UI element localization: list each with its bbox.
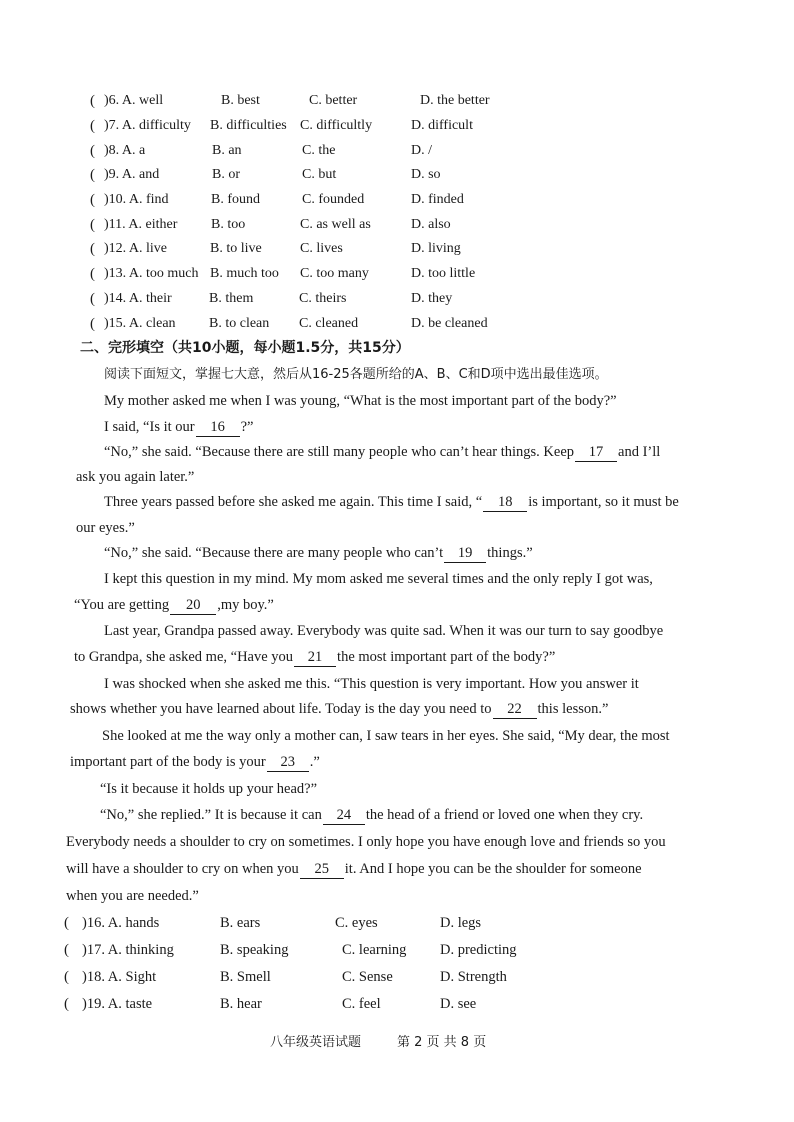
passage-line: I kept this question in my mind. My mom asked me several times and the only reply I got was, bbox=[104, 571, 653, 587]
passage-line: My mother asked me when I was young, “What is the most important part of the body?” bbox=[104, 393, 617, 409]
option-b: B. speaking bbox=[220, 942, 289, 958]
passage-line: ask you again later.” bbox=[76, 469, 195, 485]
option-b: B. to live bbox=[210, 241, 262, 256]
option-d: D. so bbox=[411, 167, 441, 182]
section-title: 二、完形填空（共10小题，每小题1.5分，共15分） bbox=[80, 340, 410, 356]
passage-text: important part of the body is your bbox=[70, 754, 266, 770]
passage-text: “No,” she replied.” It is because it can bbox=[100, 807, 322, 823]
footer-subject: 八年级英语试题 bbox=[270, 1035, 362, 1050]
option-a: )13. A. too much bbox=[104, 266, 199, 281]
option-a: )7. A. difficulty bbox=[104, 118, 191, 133]
answer-paren: ( bbox=[90, 192, 95, 208]
option-a: )18. A. Sight bbox=[82, 969, 157, 985]
passage-line: Last year, Grandpa passed away. Everybody was quite sad. When it was our turn to say goodbye bbox=[104, 623, 664, 639]
blank-24: 24 bbox=[323, 806, 365, 825]
section-instruction: 阅读下面短文，掌握七大意，然后从16-25各题所给的A、B、C和D项中选出最佳选项。 bbox=[104, 367, 608, 382]
option-d: D. finded bbox=[411, 192, 464, 207]
answer-paren: ( bbox=[64, 996, 69, 1012]
option-d: D. predicting bbox=[440, 942, 517, 958]
option-c: C. lives bbox=[300, 241, 343, 256]
passage-text: this lesson.” bbox=[537, 701, 609, 717]
option-a: )6. A. well bbox=[104, 93, 164, 108]
option-b: B. Smell bbox=[220, 969, 271, 985]
passage-text: ?” bbox=[240, 419, 254, 435]
passage-text: and I’ll bbox=[618, 444, 661, 460]
passage-text: .” bbox=[309, 754, 320, 770]
option-c: C. but bbox=[302, 167, 337, 182]
passage-text: ,my boy.” bbox=[217, 597, 274, 613]
option-a: )15. A. clean bbox=[104, 316, 176, 331]
passage-line bbox=[74, 646, 555, 668]
option-c: C. founded bbox=[302, 192, 365, 207]
answer-paren: ( bbox=[90, 217, 95, 233]
option-d: D. too little bbox=[411, 266, 476, 281]
option-b: B. much too bbox=[210, 266, 279, 281]
option-b: B. difficulties bbox=[210, 118, 287, 133]
blank-22: 22 bbox=[493, 700, 537, 719]
answer-paren: ( bbox=[90, 241, 95, 257]
passage-text: shows whether you have learned about life. Today is the day you need to bbox=[70, 701, 492, 717]
option-c: C. as well as bbox=[300, 217, 371, 232]
option-b: B. found bbox=[211, 192, 260, 207]
passage-text: is important, so it must be bbox=[528, 494, 679, 510]
option-a: )19. A. taste bbox=[82, 996, 153, 1012]
blank-18: 18 bbox=[483, 493, 527, 512]
option-a: )9. A. and bbox=[104, 167, 160, 182]
passage-line: I was shocked when she asked me this. “This question is very important. How you answer it bbox=[104, 676, 639, 692]
passage-line bbox=[70, 698, 608, 720]
answer-paren: ( bbox=[90, 93, 95, 109]
answer-paren: ( bbox=[90, 266, 95, 282]
option-d: D. living bbox=[411, 241, 461, 256]
option-b: B. too bbox=[211, 217, 246, 232]
option-b: B. an bbox=[212, 143, 242, 158]
page-footer bbox=[0, 1032, 794, 1054]
option-c: C. better bbox=[309, 93, 358, 108]
option-d: D. see bbox=[440, 996, 477, 1012]
answer-paren: ( bbox=[90, 316, 95, 332]
option-d: D. the better bbox=[420, 93, 490, 108]
answer-paren: ( bbox=[64, 915, 69, 931]
option-a: )10. A. find bbox=[104, 192, 169, 207]
option-c: C. difficultly bbox=[300, 118, 373, 133]
blank-21: 21 bbox=[294, 648, 336, 667]
option-d: D. Strength bbox=[440, 969, 507, 985]
passage-text: “No,” she said. “Because there are still many people who can’t hear things. Keep bbox=[104, 444, 575, 460]
option-c: C. feel bbox=[342, 996, 381, 1012]
passage-line: our eyes.” bbox=[76, 520, 135, 536]
option-b: B. ears bbox=[220, 915, 261, 931]
passage-text: things.” bbox=[487, 545, 533, 561]
passage-line bbox=[104, 416, 253, 438]
answer-paren: ( bbox=[90, 167, 95, 183]
option-c: C. the bbox=[302, 143, 336, 158]
passage-line bbox=[104, 441, 660, 463]
passage-line bbox=[104, 491, 679, 513]
passage-line bbox=[74, 594, 274, 616]
answer-paren: ( bbox=[90, 291, 95, 307]
option-a: )16. A. hands bbox=[82, 915, 160, 931]
passage-text: it. And I hope you can be the shoulder for someone bbox=[344, 861, 642, 877]
passage-line bbox=[104, 542, 533, 564]
passage-line: when you are needed.” bbox=[66, 888, 199, 904]
option-b: B. best bbox=[221, 93, 260, 108]
option-d: D. be cleaned bbox=[411, 316, 488, 331]
option-d: D. legs bbox=[440, 915, 482, 931]
option-c: C. learning bbox=[342, 942, 407, 958]
blank-17: 17 bbox=[575, 443, 617, 462]
option-b: B. hear bbox=[220, 996, 262, 1012]
answer-paren: ( bbox=[64, 942, 69, 958]
option-d: D. also bbox=[411, 217, 451, 232]
passage-line bbox=[100, 804, 643, 826]
answer-paren: ( bbox=[90, 143, 95, 159]
passage-line bbox=[70, 751, 320, 773]
blank-16: 16 bbox=[196, 418, 240, 437]
passage-text: will have a shoulder to cry on when you bbox=[66, 861, 299, 877]
passage-text: to Grandpa, she asked me, “Have you bbox=[74, 649, 294, 665]
passage-text: the most important part of the body?” bbox=[337, 649, 556, 665]
option-c: C. too many bbox=[300, 266, 369, 281]
passage-text: “You are getting bbox=[74, 597, 170, 613]
passage-text: I said, “Is it our bbox=[104, 419, 195, 435]
answer-paren: ( bbox=[90, 118, 95, 134]
option-a: )12. A. live bbox=[104, 241, 167, 256]
option-d: D. / bbox=[411, 143, 432, 158]
passage-text: the head of a friend or loved one when they cry. bbox=[365, 807, 644, 823]
passage-line: She looked at me the way only a mother can, I saw tears in her eyes. She said, “My dear, the most bbox=[102, 728, 670, 744]
option-a: )11. A. either bbox=[104, 217, 178, 232]
option-a: )8. A. a bbox=[104, 143, 146, 158]
passage-line bbox=[66, 858, 642, 880]
option-c: C. eyes bbox=[335, 915, 378, 931]
blank-25: 25 bbox=[300, 860, 344, 879]
passage-text: Three years passed before she asked me again. This time I said, “ bbox=[104, 494, 483, 510]
option-b: B. or bbox=[212, 167, 240, 182]
blank-19: 19 bbox=[444, 544, 486, 563]
passage-text: “No,” she said. “Because there are many people who can’t bbox=[104, 545, 444, 561]
option-c: C. theirs bbox=[299, 291, 347, 306]
option-c: C. Sense bbox=[342, 969, 393, 985]
footer-page-number: 第 2 页 共 8 页 bbox=[397, 1035, 487, 1050]
option-a: )17. A. thinking bbox=[82, 942, 174, 958]
option-d: D. they bbox=[411, 291, 453, 306]
option-b: B. them bbox=[209, 291, 254, 306]
option-b: B. to clean bbox=[209, 316, 270, 331]
passage-line: “Is it because it holds up your head?” bbox=[100, 781, 318, 797]
option-c: C. cleaned bbox=[299, 316, 359, 331]
blank-23: 23 bbox=[267, 753, 309, 772]
option-d: D. difficult bbox=[411, 118, 473, 133]
option-a: )14. A. their bbox=[104, 291, 172, 306]
blank-20: 20 bbox=[170, 596, 216, 615]
passage-line: Everybody needs a shoulder to cry on sometimes. I only hope you have enough love and friends so you bbox=[66, 834, 666, 850]
answer-paren: ( bbox=[64, 969, 69, 985]
